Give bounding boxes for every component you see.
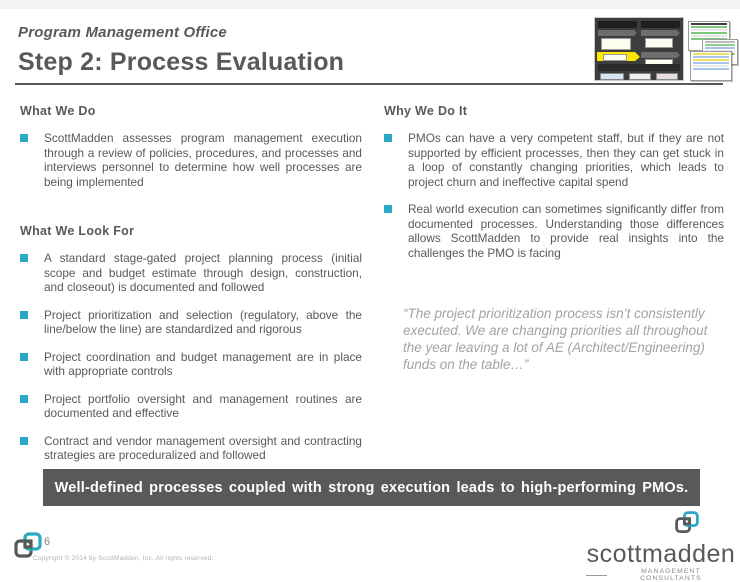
mini-doc-box xyxy=(645,38,673,48)
bullet-square-icon xyxy=(20,353,28,361)
bullet-square-icon xyxy=(20,311,28,319)
mini-screenshot xyxy=(656,73,678,80)
slide-eyebrow: Program Management Office xyxy=(18,24,227,41)
mini-column-header xyxy=(641,21,680,28)
mini-document-card xyxy=(690,51,732,81)
bullet-text: Project portfolio oversight and management routines are documented and effective xyxy=(44,391,362,420)
list-item xyxy=(20,434,362,463)
list-item xyxy=(20,392,362,421)
list-item xyxy=(384,202,724,260)
bullet-square-icon xyxy=(384,134,392,142)
mini-step-bar xyxy=(641,52,677,58)
slide-header xyxy=(18,24,578,77)
why-we-do-it-list xyxy=(384,131,724,260)
bullet-text: Project prioritization and selection (regulatory, above the line/below the line) are standardized and rigorous xyxy=(44,307,362,336)
page-title: Step 2: Process Evaluation xyxy=(18,48,345,76)
tagline-rule xyxy=(586,575,607,576)
list-item xyxy=(20,350,362,379)
mini-step-bar xyxy=(641,30,677,36)
mini-doc-box xyxy=(603,54,627,61)
mini-screenshot xyxy=(600,73,624,80)
copyright-text: Copyright © 2014 by ScottMadden, Inc. All rights reserved. xyxy=(33,555,214,562)
list-item xyxy=(384,131,724,189)
page-number: 6 xyxy=(44,536,51,548)
scottmadden-wordmark: scottmadden xyxy=(586,540,736,568)
right-column xyxy=(384,104,724,273)
takeaway-banner xyxy=(43,469,700,506)
list-item xyxy=(20,131,362,189)
list-item xyxy=(20,308,362,337)
section-heading-what-we-do: What We Do xyxy=(20,104,96,118)
list-item xyxy=(20,251,362,295)
scottmadden-logo-mark-icon xyxy=(638,510,736,541)
scottmadden-logo xyxy=(586,510,736,582)
mini-column-header xyxy=(598,21,637,28)
bullet-text: Project coordination and budget management are in place with appropriate controls xyxy=(44,349,362,378)
client-quote: “The project prioritization process isn’t consistently executed. We are changing priorities all throughout the year leaving a lot of AE (Architect/Engineering) funds on the table…” xyxy=(403,306,708,372)
mini-slide-thumbnail xyxy=(594,17,684,81)
takeaway-banner-text: Well-defined processes coupled with strong execution leads to high-performing PMOs. xyxy=(54,479,689,496)
bullet-text: A standard stage-gated project planning process (initial scope and budget estimate through design, construction, and closeout) is documented and followed xyxy=(44,251,362,294)
mini-step-bar xyxy=(598,30,634,36)
bullet-square-icon xyxy=(384,205,392,213)
logo-tagline-row xyxy=(586,568,736,582)
bullet-text: ScottMadden assesses program management execution through a review of policies, procedures, and processes and interviews personnel to determine how well processes are being implemented xyxy=(44,131,362,189)
left-column xyxy=(20,104,362,476)
section-heading-what-we-look-for: What We Look For xyxy=(20,224,135,238)
bullet-square-icon xyxy=(20,254,28,262)
title-divider xyxy=(15,83,723,85)
bullet-text: Real world execution can sometimes significantly differ from documented processes. Understanding those differences allows ScottMadden to provide real insights into the challenges the PMO is facing xyxy=(408,202,724,260)
bullet-square-icon xyxy=(20,134,28,142)
mini-screenshot xyxy=(629,73,651,80)
mini-doc-box xyxy=(601,38,631,50)
logo-tagline: MANAGEMENT CONSULTANTS xyxy=(640,568,702,582)
what-we-do-list xyxy=(20,131,362,189)
bullet-text: Contract and vendor management oversight and contracting strategies are proceduralized and followed xyxy=(44,433,362,462)
bullet-square-icon xyxy=(20,395,28,403)
what-we-look-for-list xyxy=(20,251,362,463)
section-heading-why-we-do-it: Why We Do It xyxy=(384,104,468,118)
page-edge xyxy=(0,0,740,9)
process-overview-thumbnail xyxy=(594,15,738,83)
bullet-square-icon xyxy=(20,437,28,445)
bullet-text: PMOs can have a very competent staff, but if they are not supported by efficient processes, then they can get stuck in a loop of constantly changing priorities, which leads to project churn and ineffective capital spend xyxy=(408,131,724,189)
mini-bottom-bar xyxy=(598,64,680,71)
